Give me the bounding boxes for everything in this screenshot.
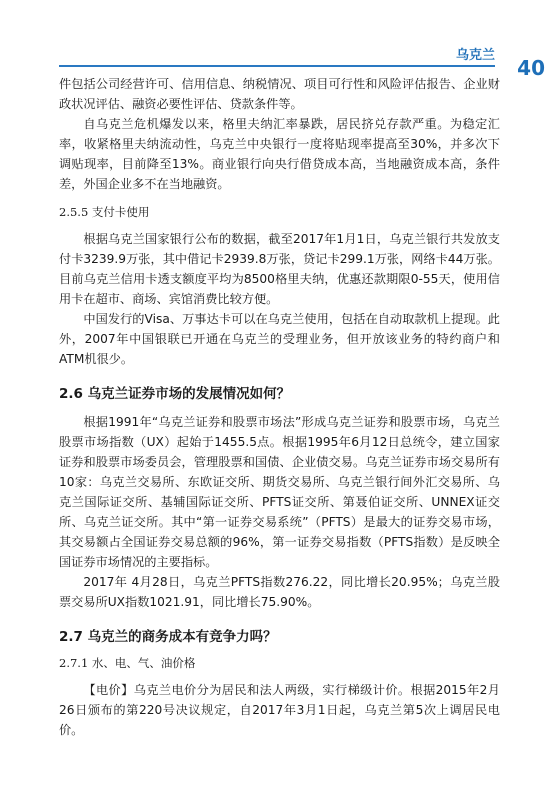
paragraph-electricity-price: 【电价】乌克兰电价分为居民和法人两级，实行梯级计价。根据2015年2月26日颁布的第220号决议规定，自2017年3月1日起，乌克兰第5次上调居民电价。: [59, 683, 500, 737]
subsection-heading-2-5-5: 2.5.5 支付卡使用: [59, 205, 150, 219]
paragraph-payment-cards: 根据乌克兰国家银行公布的数据，截至2017年1月1日，乌克兰银行共发放支付卡3239.9万张，其中借记卡2939.8万张，贷记卡299.1万张，网络卡44万张。目前乌克兰信用卡透支额度平均为8500格里夫纳，优惠还款期限0-55天，使用信用卡在超市、商场、宾馆消费比较方便。: [59, 232, 500, 306]
paragraph-financing-cost: 自乌克兰危机爆发以来，格里夫纳汇率暴跌，居民挤兑存款严重。为稳定汇率，收紧格里夫纳流动性，乌克兰中央银行一度将贴现率提高至30%，并多次下调贴现率，目前降至13%。商业银行向央行借贷成本高，当地融资成本高，条件差，外国企业多不在当地融资。: [59, 117, 500, 191]
main-content: [59, 74, 500, 740]
paragraph-index-values: 2017年 4月28日，乌克兰PFTS指数276.22，同比增长20.95%；乌克兰股票交易所UX指数1021.91，同比增长75.90%。: [59, 575, 500, 609]
paragraph-loan-documents: 件包括公司经营许可、信用信息、纳税情况、项目可行性和风险评估报告、企业财政状况评估、融资必要性评估、贷款条件等。: [59, 77, 500, 111]
header-rule: [59, 65, 495, 67]
section-heading-2-6: 2.6 乌克兰证券市场的发展情况如何？: [59, 386, 291, 402]
section-heading-2-7: 2.7 乌克兰的商务成本有竞争力吗？: [59, 629, 277, 645]
paragraph-securities-market: 根据1991年“乌克兰证券和股票市场法”形成乌克兰证券和股票市场，乌克兰股票市场指数（UX）起始于1455.5点。根据1995年6月12日总统令，建立国家证券和股票市场委员会，管理股票和国债、企业债交易。乌克兰证券市场交易所有10家：乌克兰交易所、东欧证交所、期货交易所、乌克兰银行间外汇交易所、乌克兰国际证交所、基辅国际证交所、PFTS证交所、第聂伯证交所、UNNEX证交所、乌克兰证交所。其中“第一证券交易系统”（PFTS）是最大的证券交易市场，其交易额占全国证券交易总额的96%，第一证券交易指数（PFTS指数）是反映全国证券市场情况的主要指标。: [59, 415, 500, 569]
paragraph-chinese-cards: 中国发行的Visa、万事达卡可以在乌克兰使用，包括在自动取款机上提现。此外，2007年中国银联已开通在乌克兰的受理业务，但开放该业务的特约商户和ATM机很少。: [59, 312, 500, 366]
running-header-country: 乌克兰: [455, 48, 495, 63]
subsection-heading-2-7-1: 2.7.1 水、电、气、油价格: [59, 656, 196, 670]
page-number: 40: [517, 56, 545, 80]
